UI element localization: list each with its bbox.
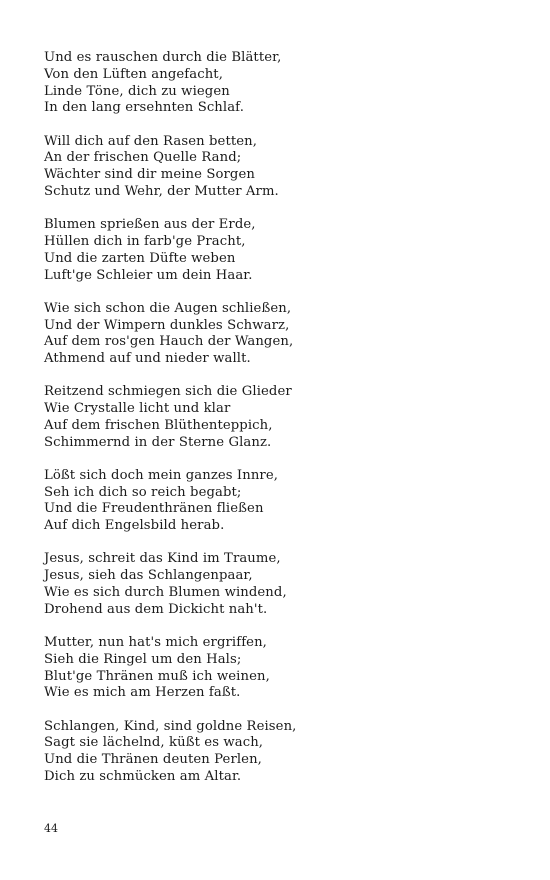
stanza-4 <box>44 301 514 368</box>
poem-line: Seh ich dich so reich begabt; <box>44 484 242 500</box>
poem-line: Und die zarten Düfte weben <box>44 250 236 266</box>
poem-line: Auf dem ros'gen Hauch der Wangen, <box>44 334 294 350</box>
stanza-6 <box>44 468 514 535</box>
poem-line: Von den Lüften angefacht, <box>44 66 224 82</box>
poem-line: Sagt sie lächelnd, küßt es wach, <box>44 735 264 751</box>
stanza-9 <box>44 719 514 786</box>
poem-line: Blumen sprießen aus der Erde, <box>44 217 256 233</box>
poem-line: Und die Thränen deuten Perlen, <box>44 752 262 768</box>
poem-line: Drohend aus dem Dickicht nah't. <box>44 601 268 617</box>
stanza-8 <box>44 635 514 702</box>
poem-line: Auf dem frischen Blüthenteppich, <box>44 417 273 433</box>
stanza-2 <box>44 134 514 201</box>
poem-line: Hüllen dich in farb'ge Pracht, <box>44 233 246 249</box>
poem-line: Reitzend schmiegen sich die Glieder <box>44 384 292 400</box>
poem-line: Dich zu schmücken am Altar. <box>44 769 242 785</box>
poem-line: Mutter, nun hat's mich ergriffen, <box>44 635 267 651</box>
poem-line: Sieh die Ringel um den Hals; <box>44 651 242 667</box>
poem-line: Und der Wimpern dunkles Schwarz, <box>44 317 290 333</box>
stanza-5 <box>44 384 514 451</box>
page-number: 44 <box>44 822 58 835</box>
poem-line: Linde Töne, dich zu wiegen <box>44 83 230 99</box>
poem-line: In den lang ersehnten Schlaf. <box>44 100 244 116</box>
poem-line: Jesus, sieh das Schlangenpaar, <box>44 568 253 584</box>
poem-line: Lößt sich doch mein ganzes Innre, <box>44 467 279 483</box>
poem-line: Wie Crystalle licht und klar <box>44 401 231 417</box>
poem-line: Blut'ge Thränen muß ich weinen, <box>44 668 270 684</box>
poem-line: Auf dich Engelsbild herab. <box>44 518 225 534</box>
poem-line: Schlangen, Kind, sind goldne Reisen, <box>44 718 297 734</box>
poem-line: Wächter sind dir meine Sorgen <box>44 167 255 183</box>
stanza-7 <box>44 551 514 618</box>
poem-line: Und es rauschen durch die Blätter, <box>44 50 282 65</box>
poem-body <box>44 50 514 802</box>
stanza-3 <box>44 217 514 284</box>
poem-line: An der frischen Quelle Rand; <box>44 150 242 166</box>
stanza-1 <box>44 50 514 117</box>
poem-line: Jesus, schreit das Kind im Traume, <box>44 551 281 567</box>
poem-line: Athmend auf und nieder wallt. <box>44 351 251 367</box>
poem-line: Wie sich schon die Augen schließen, <box>44 300 292 316</box>
poem-line: Luft'ge Schleier um dein Haar. <box>44 267 253 283</box>
poem-line: Will dich auf den Rasen betten, <box>44 133 258 149</box>
poem-line: Wie es mich am Herzen faßt. <box>44 685 241 701</box>
poem-line: Und die Freudenthränen fließen <box>44 501 264 517</box>
poem-line: Schimmernd in der Sterne Glanz. <box>44 434 272 450</box>
poem-line: Schutz und Wehr, der Mutter Arm. <box>44 183 279 199</box>
poem-line: Wie es sich durch Blumen windend, <box>44 585 287 601</box>
